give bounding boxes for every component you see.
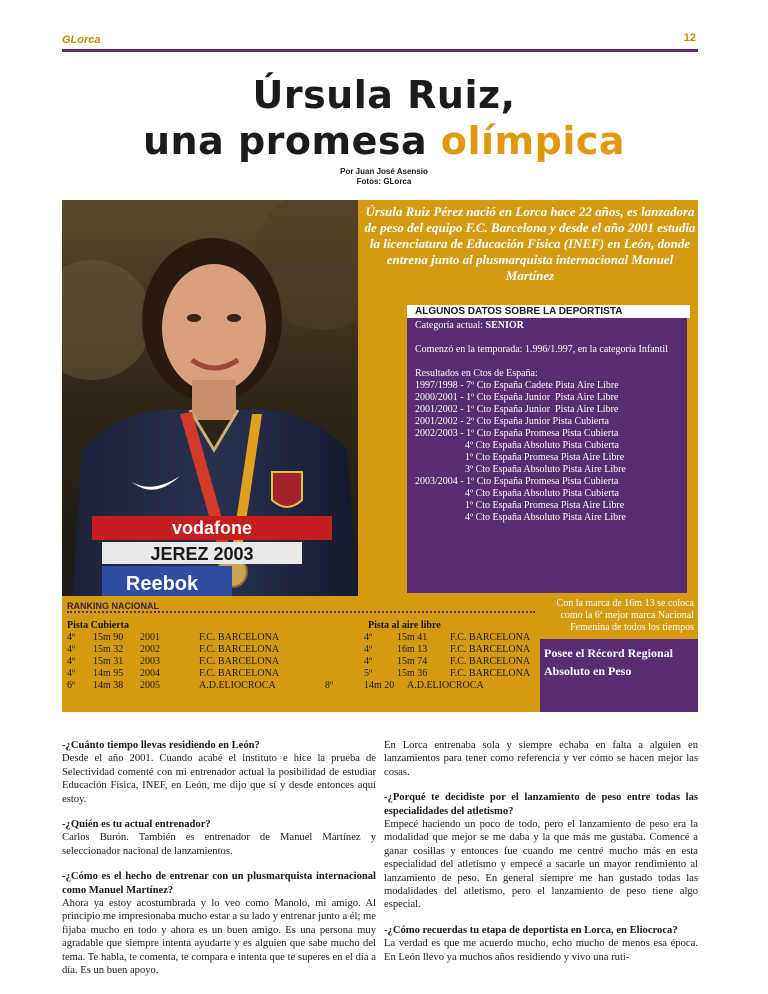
rank-pos: 6º: [67, 680, 76, 691]
record-box: [540, 596, 698, 712]
title-accent-text: olímpica: [440, 119, 626, 163]
table-row: [312, 680, 538, 692]
rank-club: F.C. BARCELONA: [199, 644, 280, 655]
byline-photos: Fotos: GLorca: [356, 177, 412, 186]
qa-block: [384, 739, 698, 779]
section-name: GLorca: [62, 34, 101, 46]
qa-block: [384, 791, 698, 912]
answer: La verdad es que me acuerdo mucho, echo mucho de menos esa época. En León llevo ya muchos años residiendo y vivo una ruti-: [384, 938, 698, 963]
interview-column-left: [62, 739, 376, 978]
question: -¿Quién es tu actual entrenador?: [62, 819, 211, 831]
result-line: 2002/2003 - 1º Cto España Promesa Pista Cubierta: [415, 428, 619, 439]
rank-club: F.C. BARCELONA: [450, 632, 531, 643]
rank-club: F.C. BARCELONA: [450, 668, 531, 679]
shirt-sponsor-text: vodafone: [171, 518, 253, 538]
interview-column-right: [384, 739, 698, 964]
table-row: [312, 644, 538, 656]
result-line: 2001/2002 - 1º Cto España Junior Pista Aire Libre: [415, 404, 619, 415]
result-line: 1º Cto España Promesa Pista Aire Libre: [415, 452, 625, 463]
record-note: Con la marca de 16m 13 se coloca como la 6ª mejor marca Nacional Femenina de todos los tiempos: [540, 596, 698, 639]
qa-block: [62, 739, 376, 806]
category-label: Categoría actual:: [415, 320, 486, 331]
page-title-line1: Úrsula Ruiz,: [252, 73, 516, 117]
rank-club: A.D.ELIOCROCA: [199, 680, 276, 691]
byline: [0, 167, 768, 187]
title-main-text: una promesa: [142, 119, 441, 163]
rank-mark: 15m 32: [93, 644, 124, 655]
rank-year: 2001: [140, 632, 160, 643]
result-line: 3º Cto España Absoluto Pista Aire Libre: [415, 464, 626, 475]
table-row: [67, 656, 327, 668]
qa-block: [62, 870, 376, 977]
result-line: 2003/2004 - 1º Cto España Promesa Pista Cubierta: [415, 476, 619, 487]
data-box-category: [415, 320, 679, 332]
bib-text: JEREZ 2003: [150, 544, 254, 564]
rank-club: F.C. BARCELONA: [199, 668, 280, 679]
rank-year: 2004: [140, 668, 160, 679]
table-row: [67, 644, 327, 656]
ranking-section: [62, 596, 540, 712]
rank-mark: 15m 74: [397, 656, 428, 667]
result-line: 2001/2002 - 2º Cto España Junior Pista Cubierta: [415, 416, 609, 427]
rank-pos: 4º: [67, 656, 76, 667]
rank-mark: 14m 95: [93, 668, 124, 679]
rank-club: F.C. BARCELONA: [450, 644, 531, 655]
outdoor-table: [312, 620, 538, 692]
page-number: 12: [683, 32, 696, 44]
rank-pos: 5º: [364, 668, 373, 679]
table-row: [312, 632, 538, 644]
byline-author: Por Juan José Asensio: [340, 167, 428, 176]
data-box-start: Comenzó en la temporada: 1.996/1.997, en la categoría Infantil: [415, 344, 668, 355]
category-value: SENIOR: [485, 320, 524, 331]
rank-mark: 15m 31: [93, 656, 124, 667]
rank-pos: 4º: [67, 668, 76, 679]
data-box-results-title: Resultados en Ctos de España:: [415, 368, 538, 379]
result-line: 1º Cto España Promesa Pista Aire Libre: [415, 500, 625, 511]
data-box: [407, 305, 687, 593]
question: -¿Porqué te decidiste por el lanzamiento de peso entre todas las especialidades del atletismo?: [384, 792, 698, 817]
rank-year: 2002: [140, 644, 160, 655]
rank-mark: 14m 38: [93, 680, 124, 691]
page-title-line2: [0, 118, 768, 164]
ranking-title: RANKING NACIONAL: [67, 601, 159, 611]
result-line: 4º Cto España Absoluto Pista Cubierta: [415, 488, 619, 499]
question: -¿Cómo recuerdas tu etapa de deportista en Lorca, en Eliocroca?: [384, 924, 678, 936]
indoor-table: [67, 620, 327, 692]
rank-club: A.D.ELIOCROCA: [407, 680, 484, 691]
rank-pos: 4º: [364, 644, 373, 655]
rank-club: F.C. BARCELONA: [450, 656, 531, 667]
result-line: 1997/1998 - 7º Cto España Cadete Pista Aire Libre: [415, 380, 619, 391]
rank-pos: 4º: [67, 644, 76, 655]
rank-pos: 4º: [67, 632, 76, 643]
question: -¿Cómo es el hecho de entrenar con un plusmarquista internacional como Manuel Martínez?: [62, 871, 376, 896]
table-row: [312, 668, 538, 680]
rank-pos: 4º: [364, 632, 373, 643]
record-headline: Posee el Récord Regional Absoluto en Peso: [544, 646, 673, 678]
rank-year: 2003: [140, 656, 160, 667]
dotted-divider: [67, 611, 535, 613]
table-row: [67, 668, 327, 680]
rank-club: F.C. BARCELONA: [199, 656, 280, 667]
rank-pos: 4º: [364, 656, 373, 667]
qa-block: [62, 818, 376, 858]
result-line: 4º Cto España Absoluto Pista Aire Libre: [415, 512, 626, 523]
rank-mark: 14m 20: [364, 680, 395, 691]
answer: Empecé haciendo un poco de todo, pero el lanzamiento de peso era la modalidad que mejor se me daba y la que más me gustaba. Comencé a ganar cosillas y entonces fue cuando me centré mucho más en esta especialidad del atletismo y empecé a sacarle un mayor rendimiento al lanzamiento de peso. En general siempre me han gustado todas las modalidades del atletismo, pero el lanzamiento de peso tiene algo especial.: [384, 819, 698, 911]
result-line: 4º Cto España Absoluto Pista Cubierta: [415, 440, 619, 451]
bib-sponsor-text: Reebok: [125, 573, 199, 595]
indoor-title: Pista Cubierta: [67, 620, 129, 631]
intro-text: Úrsula Ruiz Pérez nació en Lorca hace 22 años, es lanzadora de peso del equipo F.C. Barcelona y desde el año 2001 estudia la licenciatura de Educación Física (INEF) en León, donde entrena junto al plusmarquista internacional Manuel Martínez: [362, 200, 698, 308]
rank-club: F.C. BARCELONA: [199, 632, 280, 643]
rank-pos: 8º: [325, 680, 334, 691]
answer: Carlos Burón. También es entrenador de Manuel Martínez y seleccionador nacional de lanzamientos.: [62, 832, 376, 857]
table-row: [312, 656, 538, 668]
question: -¿Cuánto tiempo llevas residiendo en León?: [62, 740, 260, 751]
rank-mark: 15m 90: [93, 632, 124, 643]
table-row: [67, 632, 327, 644]
table-row: [67, 680, 327, 692]
result-line: 2000/2001 - 1º Cto España Junior Pista Aire Libre: [415, 392, 619, 403]
data-box-title: ALGUNOS DATOS SOBRE LA DEPORTISTA: [407, 305, 690, 318]
rank-mark: 15m 41: [397, 632, 428, 643]
header-rule: [62, 49, 698, 52]
rank-year: 2005: [140, 680, 160, 691]
answer: En Lorca entrenaba sola y siempre echaba en falta a alguien en lanzamientos para tener como referencia y ver cómo se hacen mejor las cosas.: [384, 740, 698, 778]
athlete-photo: [62, 200, 358, 596]
qa-block: [384, 924, 698, 964]
answer: Ahora ya estoy acostumbrada y lo veo como Manolo, mi amigo. Al principio me impresionaba mucho estar a su lado y entrenar junto a él; me fijaba mucho en todo y ahora es un buen amigo. Es una persona muy agradable que siempre intenta ayudarte y es alguien que sabe mucho del tema. Te habla, te comenta, te compara e intenta que te superes en el día a día. Es un buen apoyo.: [62, 898, 376, 977]
rank-mark: 15m 36: [397, 668, 428, 679]
athlete-illustration: [62, 200, 358, 596]
answer: Desde el año 2001. Cuando acabé el instituto e hice la prueba de Selectividad comenté con mi entrenador actual la posibilidad de estudiar Educación Física, INEF, en León, me dijo que sí y desde entonces aquí estoy.: [62, 753, 376, 805]
rank-mark: 16m 13: [397, 644, 428, 655]
outdoor-title: Pista al aire libre: [368, 620, 441, 631]
